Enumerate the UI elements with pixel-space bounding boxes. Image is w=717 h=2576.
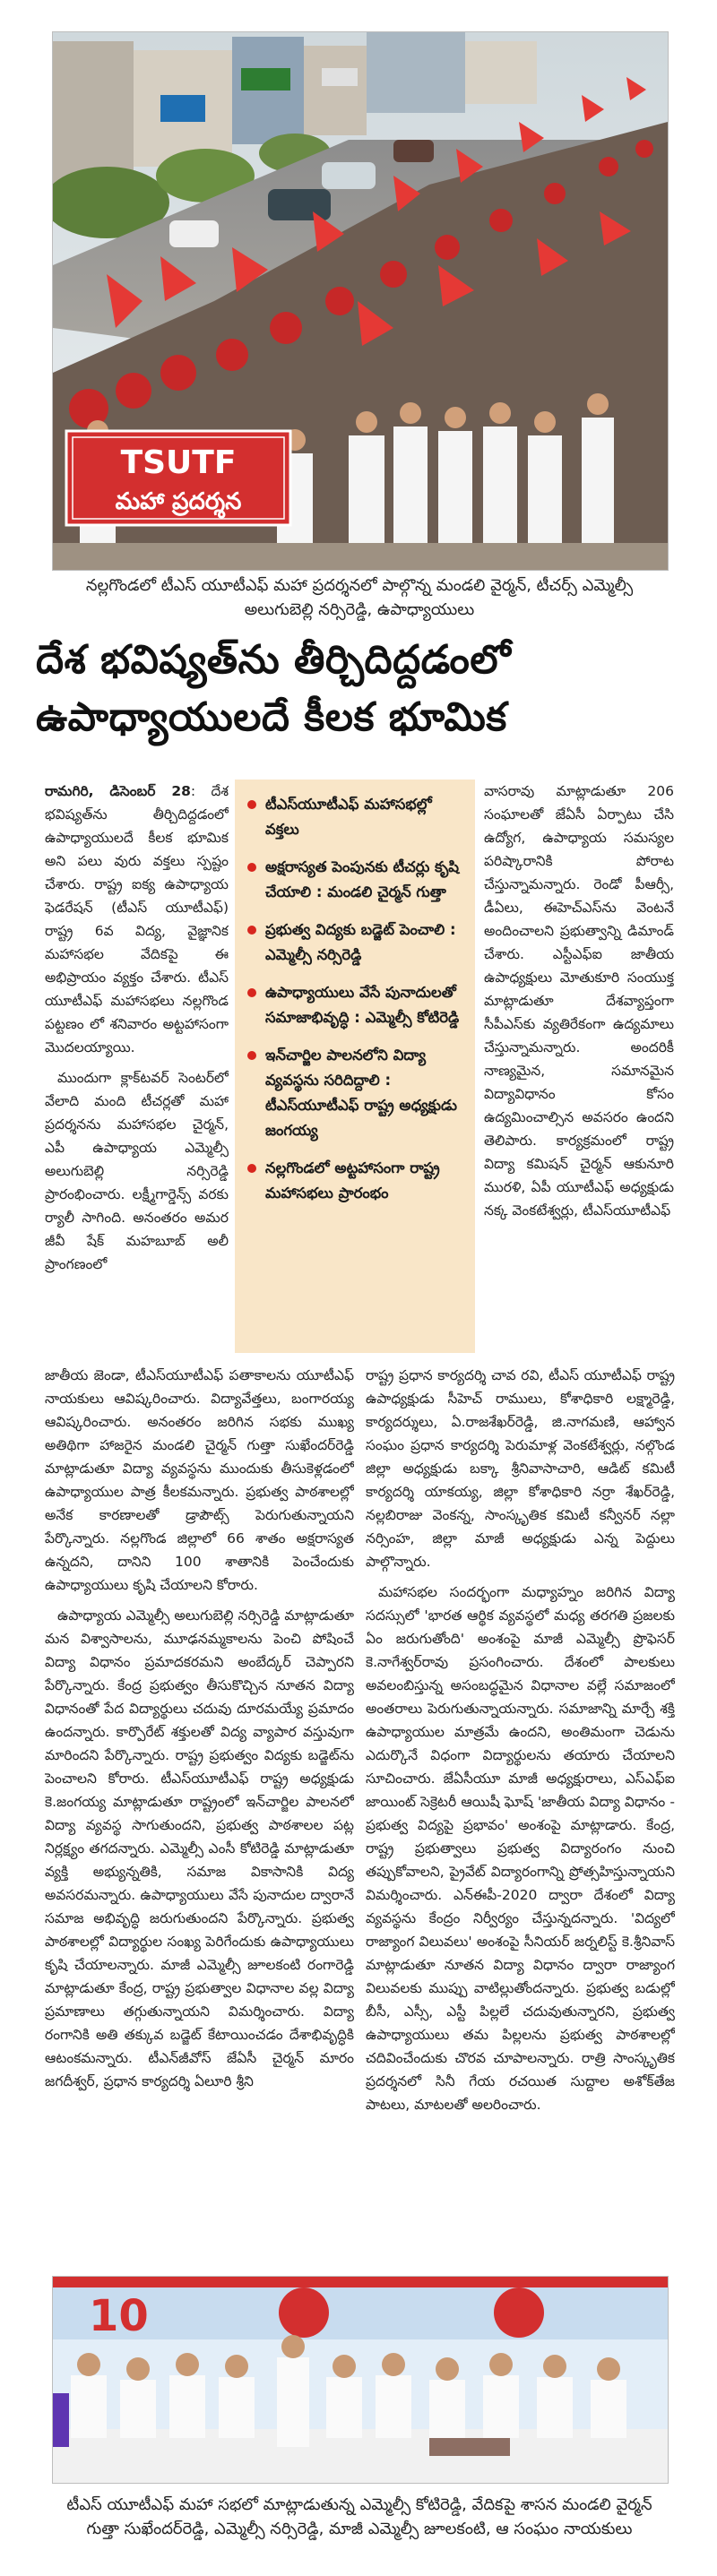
top-photo-caption: నల్లగొండలో టీఎస్‌ యూటీఎఫ్‌ మహా ప్రదర్శనలో పాల్గొన్న మండలి వైర్మన్‌, టీచర్స్‌ ఎమ్మెల్సీ అలుగుబెల్లి నర్సిరెడ్డి, ఉపాధ్యాయులు bbox=[85, 576, 634, 619]
bullet-icon bbox=[247, 926, 256, 935]
dateline: రామగిరి, డిసెంబర్‌ 28 bbox=[45, 783, 191, 799]
article-paragraph: మహాసభల సందర్భంగా మధ్యాహ్నం జరిగిన విద్యా సదస్సులో 'భారత ఆర్థిక వ్యవస్థలో మధ్య తరగతి ప్రజలకు ఏం జరుగుతోంది' అంశంపై మాజీ ఎమ్మెల్సీ ప్రొఫెసర్‌ కె.నాగేశ్వర్‌రావు ప్రసంగించారు. దేశంలో పాలకులు అవలంబిస్తున్న అసంబద్ధమైన విధానాల వల్లే సమాజంలో అంతరాలు పెరుగుతున్నాయన్నారు. సమాజాన్ని మార్చే శక్తి ఉపాధ్యాయుల మాత్రమే ఉందని, అంతిమంగా చెడును ఎదుర్కొనే విధంగా విద్యార్థులను తయారు చేయాలని సూచించారు. జేఏసీయూ మాజీ అధ్యక్షురాలు, ఎస్‌ఎఫ్‌ఐ జాయింట్‌ సెక్రెటరీ ఆయిషీ ఘోష్‌ 'జాతీయ విద్యా విధానం - ప్రభుత్వ విద్యపై ప్రభావం' అంశంపై మాట్లాడారు. కేంద్ర, రాష్ట్ర ప్రభుత్వాలు ప్రభుత్వ విద్యారంగం నుంచి తప్పుకోవాలని, ప్రైవేట్‌ విద్యారంగాన్ని ప్రోత్సహిస్తున్నాయని విమర్శించారు. ఎన్‌ఈపీ-2020 ద్వారా దేశంలో విద్యా వ్యవస్థను కేంద్రం నిర్వీర్యం చేస్తున్నదన్నారు. 'విద్యలో రాజ్యాంగ విలువలు' అంశంపై సీనియర్‌ జర్నలిస్ట్‌ కె.శ్రీనివాస్‌ మాట్లాడుతూ నూతన విద్యా విధానం ద్వారా రాజ్యాంగ విలువలకు ముప్పు వాటిల్లుతోందన్నారు. ప్రభుత్వ బడుల్లో బీసీ, ఎస్సీ, ఎస్టీ పిల్లలే చదువుతున్నారని, ప్రభుత్వ ఉపాధ్యాయులు తమ పిల్లలను ప్రభుత్వ పాఠశాలల్లో చదివించేందుకు చొరవ చూపాలన్నారు. రాత్రి సాంస్కృతిక ప్రదర్శనలో సినీ గేయ రచయిత సుద్దాల అశోక్‌తేజ పాటలు, మాటలతో అలరించారు. bbox=[366, 1584, 675, 2113]
highlights-box bbox=[235, 780, 475, 1353]
highlight-item: టీఎస్‌యూటీఎఫ్‌ మహాసభల్లో వక్తలు bbox=[247, 792, 462, 842]
banner-acronym: TSUTF bbox=[120, 444, 237, 481]
article-column-3 bbox=[484, 780, 674, 1353]
highlight-item: నల్లగొండలో అట్టహాసంగా రాష్ట్ర మహాసభలు ప్రారంభం bbox=[247, 1156, 462, 1206]
banner-text: మహా ప్రదర్శన bbox=[115, 488, 242, 515]
stage-photo bbox=[52, 2276, 669, 2484]
article-paragraph: ఉపాధ్యాయ ఎమ్మెల్సీ అలుగుబెల్లి నర్సిరెడ్డి మాట్లాడుతూ మన విశ్వాసాలను, మూఢనమ్మకాలను పెంచి పోషించే విద్యా విధానం ప్రమాదకరమని అంబేద్కర్‌ చెప్పారని పేర్కొన్నారు. కేంద్ర ప్రభుత్వం తీసుకొచ్చిన నూతన విద్యా విధానంతో పేద విద్యార్థులు చదువు దూరమయ్యే ప్రమాదం ఉందన్నారు. కార్పొరేట్‌ శక్తులతో విద్య వ్యాపార వస్తువుగా మారిందని పేర్కొన్నారు. రాష్ట్ర ప్రభుత్వం విద్యకు బడ్జెట్‌ను పెంచాలని కోరారు. టీఎస్‌యూటీఎఫ్‌ రాష్ట్ర అధ్యక్షుడు కె.జంగయ్య మాట్లాడుతూ రాష్ట్రంలో ఇన్‌చార్జిల పాలనలో విద్యా వ్యవస్థ సాగుతుందని, ప్రభుత్వ పాఠశాలల పట్ల నిర్లక్ష్యం తగదన్నారు. ఎమ్మెల్సీ ఎంసీ కోటిరెడ్డి మాట్లాడుతూ వ్యక్తి అభ్యున్నతికి, సమాజ వికాసానికి విద్య అవసరమన్నారు. ఉపాధ్యాయులు వేసే పునాదుల ద్వారానే సమాజ అభివృద్ధి జరుగుతుందని పేర్కొన్నారు. ప్రభుత్వ పాఠశాలల్లో విద్యార్థుల సంఖ్య పెరిగేందుకు ఉపాధ్యాయులు కృషి చేయాలన్నారు. మాజీ ఎమ్మెల్సీ జూలకంటి రంగారెడ్డి మాట్లాడుతూ కేంద్ర, రాష్ట్ర ప్రభుత్వాల విధానాల వల్ల విద్యా ప్రమాణాలు తగ్గుతున్నాయని విమర్శించారు. విద్యా రంగానికి అతి తక్కువ బడ్జెట్‌ కేటాయించడం దేశాభివృద్ధికి ఆటంకమన్నారు. టీఎన్‌జీవోస్‌ జేఏసీ చైర్మన్‌ మారం జగదీశ్వర్‌, ప్రధాన కార్యదర్శి ఏలూరి శ్రీని bbox=[45, 1607, 354, 2089]
highlight-item: ఇన్‌చార్జిల పాలనలోని విద్యా వ్యవస్థను సరిదిద్దాలి : టీఎస్‌యూటీఎఫ్‌ రాష్ట్ర అధ్యక్షుడు జంగయ్య bbox=[247, 1043, 462, 1143]
highlight-item: ప్రభుత్వ విద్యకు బడ్జెట్‌ పెంచాలి : ఎమ్మెల్సీ నర్సిరెడ్డి bbox=[247, 918, 462, 968]
article-paragraph: రాష్ట్ర ప్రధాన కార్యదర్శి చావ రవి, టీఎస్‌ యూటీఎఫ్‌ రాష్ట్ర ఉపాధ్యక్షుడు సీహెచ్‌ రాములు, కోశాధికారి లక్ష్మారెడ్డి, కార్యదర్శులు, ఏ.రాజశేఖర్‌రెడ్డి, జి.నాగమణి, ఆహ్వాన సంఘం ప్రధాన కార్యదర్శి పెరుమాళ్ల వెంకటేశ్వర్లు, నల్గొండ జిల్లా అధ్యక్షుడు బక్కా శ్రీనివాసాచారి, ఆడిట్‌ కమిటీ కార్యదర్శి యాకయ్య, జిల్లా కోశాధికారి నర్రా శేఖర్‌రెడ్డి, నల్లబిరాజు వెంకన్న, సాంస్కృతిక కమిటీ కన్వీనర్‌ నల్లా నర్సింహ, జిల్లా మాజీ అధ్యక్షుడు ఎన్న పెద్దులు పాల్గొన్నారు. bbox=[366, 1367, 675, 1570]
article-paragraph: ముందుగా క్లాక్‌టవర్‌ సెంటర్‌లో వేలాది మంది టీచర్లతో మహా ప్రదర్శనను మహాసభల చైర్మన్‌, ఎపీ ఉపాధ్యాయ ఎమ్మెల్సీ అలుగుబెల్లి నర్సిరెడ్డి ప్రారంభించారు. లక్ష్మీగార్డెన్స్‌ వరకు ర్యాలీ సాగింది. అనంతరం అమర జీవీ షేక్‌ మహబూబ్‌ అలీ ప్రాంగణంలో bbox=[45, 1070, 229, 1272]
headline-line-2: ఉపాధ్యాయులదే కీలక భూమిక bbox=[36, 694, 507, 740]
headline bbox=[36, 632, 681, 746]
rally-photo bbox=[52, 31, 669, 571]
bullet-icon bbox=[247, 1164, 256, 1173]
article-column-1 bbox=[45, 780, 229, 1353]
bullet-icon bbox=[247, 988, 256, 997]
bullet-icon bbox=[247, 863, 256, 872]
headline-line-1: దేశ భవిష్యత్‌ను తీర్చిదిద్దడంలో bbox=[36, 637, 512, 683]
article-column-lower-left bbox=[45, 1364, 354, 2264]
article-paragraph: జాతీయ జెండా, టీఎస్‌యూటీఎఫ్‌ పతాకాలను యూటీఎఫ్‌ నాయకులు ఆవిష్కరించారు. విద్యావేత్తలు, బంగారయ్య ఆవిష్కరించారు. అనంతరం జరిగిన సభకు ముఖ్య అతిథిగా హాజరైన మండలి చైర్మన్‌ గుత్తా సుఖేందర్‌రెడ్డి మాట్లాడుతూ విద్యా వ్యవస్థను ముందుకు తీసుకెళ్లడంలో ఉపాధ్యాయుల పాత్ర కీలకమన్నారు. ప్రభుత్వ పాఠశాలల్లో అనేక కారణాలతో డ్రాపౌట్స్‌ పెరుగుతున్నాయని పేర్కొన్నారు. నల్లగొండ జిల్లాలో 66 శాతం అక్షరాస్యత ఉన్నదని, దానిని 100 శాతానికి పెంచేందుకు ఉపాధ్యాయులు కృషి చేయాలని కోరారు. bbox=[45, 1367, 354, 1593]
bullet-icon bbox=[247, 1051, 256, 1060]
bottom-photo-caption: టీఎస్‌ యూటీఎఫ్‌ మహా సభలో మాట్లాడుతున్న ఎమ్మెల్సీ కోటిరెడ్డి, వేదికపై శాసన మండలి వైర్మన్‌ గుత్తా సుఖేందర్‌రెడ్డి, ఎమ్మెల్సీ నర్సిరెడ్డి, మాజీ ఎమ్మెల్సీ జూలకంటి, ఆ సంఘం నాయకులు bbox=[66, 2495, 652, 2538]
article-paragraph: వాసరావు మాట్లాడుతూ 206 సంఘాలతో జేఏసీ ఏర్పాటు చేసి ఉద్యోగ, ఉపాధ్యాయ సమస్యల పరిష్కారానికి పోరాట చేస్తున్నామన్నారు. రెండో పీఆర్సీ, డీఏలు, ఈహెచ్‌ఎస్‌ను వెంటనే అందించాలని ప్రభుత్వాన్ని డిమాండ్‌ చేశారు. ఎస్టీఎఫ్‌ఐ జాతీయ ఉపాధ్యక్షులు మోతుకూరి సంయుక్త మాట్లాడుతూ దేశవ్యాప్తంగా సీపీఎస్‌కు వ్యతిరేకంగా ఉద్యమాలు చేస్తున్నామన్నారు. అందరికీ నాణ్యమైన, సమానమైన విద్యావిధానం కోసం ఉద్యమించాల్సిన అవసరం ఉందని తెలిపారు. కార్యక్రమంలో రాష్ట్ర విద్యా కమిషన్‌ చైర్మన్‌ ఆకునూరి మురళి, ఏపీ యూటీఎఫ్‌ అధ్యక్షుడు నక్క వెంకటేశ్వర్లు, టీఎస్‌యూటీఎఫ్‌ bbox=[484, 783, 674, 1219]
highlight-item: ఉపాధ్యాయులు వేసే పునాదులతో సమాజాభివృద్ధి : ఎమ్మెల్సీ కోటిరెడ్డి bbox=[247, 980, 462, 1030]
article-column-lower-right bbox=[366, 1364, 675, 2264]
article-paragraph: : దేశ భవిష్యత్‌ను తీర్చిదిద్దడంలో ఉపాధ్యాయులదే కీలక భూమిక అని పలు వురు వక్తలు స్పష్టం చేశారు. రాష్ట్ర ఐక్య ఉపాధ్యాయ ఫెడరేషన్‌ (టీఎస్‌ యూటీఎఫ్‌) రాష్ట్ర 6వ విద్య, వైజ్ఞానిక మహాసభల వేదికపై ఈ అభిప్రాయం వ్యక్తం చేశారు. టీఎస్‌ యూటీఎఫ్‌ మహాసభలు నల్లగొండ పట్టణం లో శనివారం అట్టహాసంగా మొదలయ్యాయి. bbox=[45, 783, 229, 1055]
stage-banner-text: 10 bbox=[89, 2291, 149, 2341]
highlight-item: అక్షరాస్యత పెంపునకు టీచర్లు కృషి చేయాలి : మండలి చైర్మన్‌ గుత్తా bbox=[247, 855, 462, 905]
bullet-icon bbox=[247, 800, 256, 809]
